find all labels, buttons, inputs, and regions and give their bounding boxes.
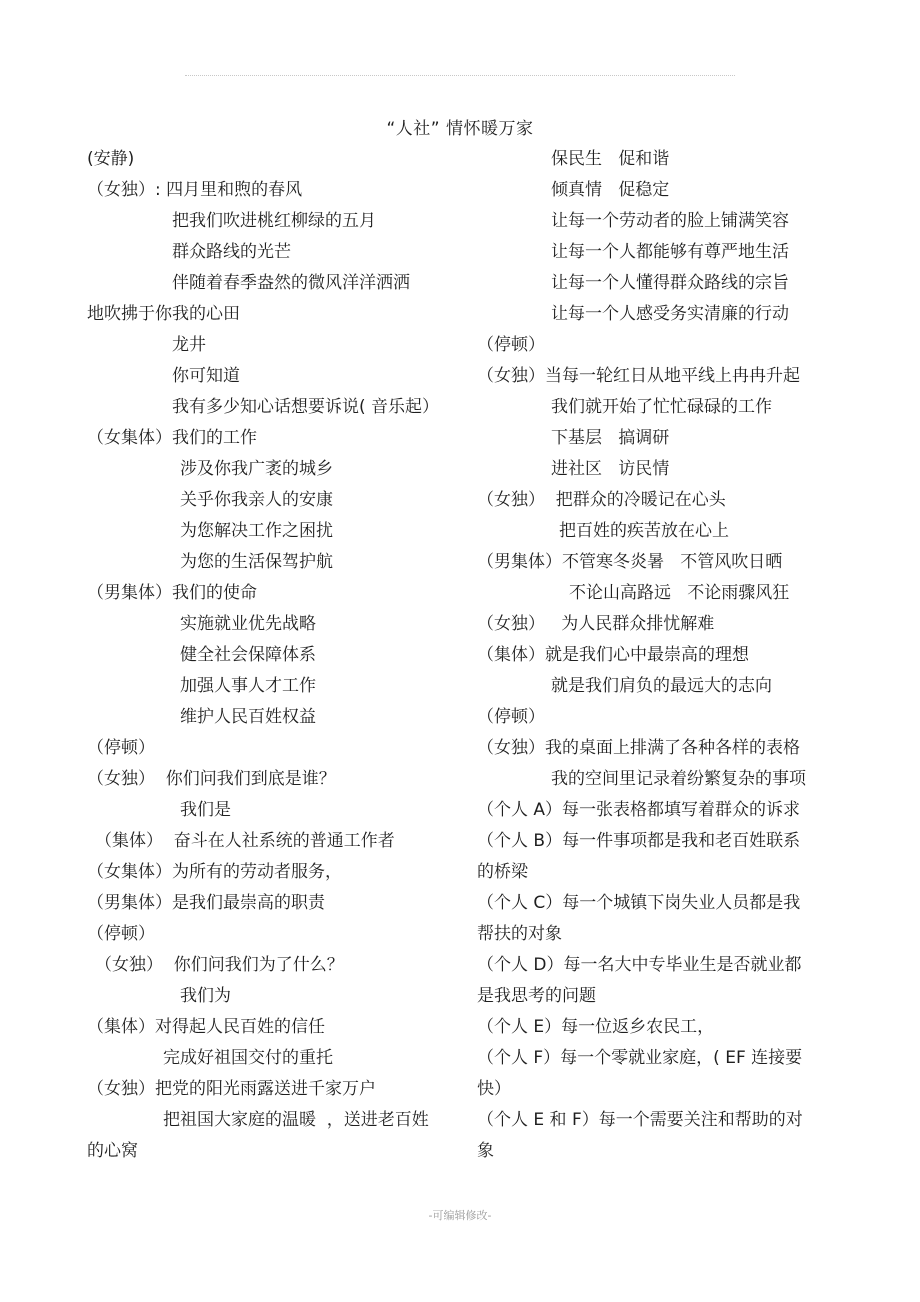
script-line: 是我思考的问题 — [477, 986, 596, 1006]
script-line: （个人 E 和 F）每一个需要关注和帮助的对 — [477, 1110, 803, 1130]
script-line: （个人 E）每一位返乡农民工， — [477, 1017, 715, 1037]
script-line: 让每一个劳动者的脸上铺满笑容 — [551, 211, 789, 231]
script-line: （集体）对得起人民百姓的信任 — [87, 1017, 325, 1037]
script-line: 倾真情 促稳定 — [551, 180, 670, 200]
script-line: 维护人民百姓权益 — [180, 707, 316, 727]
script-line: （个人 D）每一名大中专毕业生是否就业都 — [477, 955, 802, 975]
script-line: 下基层 搞调研 — [551, 428, 670, 448]
script-line: 快） — [477, 1079, 511, 1099]
script-line: 把祖国大家庭的温暖 ，送进老百姓 — [163, 1110, 429, 1130]
script-line: （停顿） — [87, 738, 155, 758]
script-line: 群众路线的光芒 — [172, 242, 291, 262]
script-line: 伴随着春季盎然的微风洋洋洒洒 — [172, 273, 410, 293]
script-line: 加强人事人才工作 — [180, 676, 316, 696]
script-line: （集体）就是我们心中最崇高的理想 — [477, 645, 749, 665]
script-line: （女独）: 四月里和煦的春风 — [87, 180, 303, 200]
document-title: “人社” 情怀暖万家 — [386, 119, 534, 139]
script-line: 健全社会保障体系 — [180, 645, 316, 665]
script-line: 让每一个人懂得群众路线的宗旨 — [551, 273, 789, 293]
script-line: 的心窝 — [87, 1141, 138, 1161]
right-column — [477, 144, 847, 1167]
script-line: 为您的生活保驾护航 — [180, 552, 333, 572]
script-line: 涉及你我广袤的城乡 — [180, 459, 333, 479]
script-line: 帮扶的对象 — [477, 924, 562, 944]
script-line: （女独）当每一轮红日从地平线上冉冉升起 — [477, 366, 800, 386]
header-rule — [185, 75, 735, 76]
script-line: （男集体）我们的使命 — [87, 583, 257, 603]
script-line: （停顿） — [477, 335, 545, 355]
script-line: 保民生 促和谐 — [551, 149, 670, 169]
script-line: 我有多少知心话想要诉说( 音乐起） — [172, 397, 440, 417]
script-line: 完成好祖国交付的重托 — [163, 1048, 333, 1068]
script-line: (安静) — [87, 149, 135, 169]
script-line: （女集体）我们的工作 — [87, 428, 257, 448]
left-column — [87, 144, 457, 1167]
script-line: 不论山高路远 不论雨骤风狂 — [569, 583, 790, 603]
script-line: （个人 C）每一个城镇下岗失业人员都是我 — [477, 893, 801, 913]
script-line: 为您解决工作之困扰 — [180, 521, 333, 541]
script-line: 我们就开始了忙忙碌碌的工作 — [551, 397, 772, 417]
script-line: 让每一个人感受务实清廉的行动 — [551, 304, 789, 324]
script-line: （个人 F）每一个零就业家庭，( EF 连接要 — [477, 1048, 803, 1068]
script-line: （男集体）不管寒冬炎暑 不管风吹日晒 — [477, 552, 783, 572]
script-line: （女独） 你们问我们为了什么？ — [95, 955, 344, 975]
script-line: （女独） 把群众的冷暖记在心头 — [477, 490, 726, 510]
script-line: 关乎你我亲人的安康 — [180, 490, 333, 510]
script-line: （女独） 你们问我们到底是谁？ — [87, 769, 336, 789]
script-line: 的桥梁 — [477, 862, 528, 882]
script-line: 龙井 — [172, 335, 206, 355]
script-line: 我的空间里记录着纷繁复杂的事项 — [551, 769, 806, 789]
script-line: 我们是 — [180, 800, 231, 820]
script-line: （女集体）为所有的劳动者服务， — [87, 862, 342, 882]
script-line: （女独）我的桌面上排满了各种各样的表格 — [477, 738, 800, 758]
script-line: （男集体）是我们最崇高的职责 — [87, 893, 325, 913]
script-line: 把百姓的疾苦放在心上 — [559, 521, 729, 541]
script-line: （个人 B）每一件事项都是我和老百姓联系 — [477, 831, 801, 851]
script-line: 你可知道 — [172, 366, 240, 386]
script-line: （停顿） — [477, 707, 545, 727]
script-line: （停顿） — [87, 924, 155, 944]
page-footer: -可编辑修改- — [428, 1209, 492, 1222]
script-line: 进社区 访民情 — [551, 459, 670, 479]
script-line: 地吹拂于你我的心田 — [87, 304, 240, 324]
script-line: （女独） 为人民群众排忧解难 — [477, 614, 715, 634]
script-line: 实施就业优先战略 — [180, 614, 316, 634]
script-line: 我们为 — [180, 986, 231, 1006]
script-line: （个人 A）每一张表格都填写着群众的诉求 — [477, 800, 801, 820]
script-line: 就是我们肩负的最远大的志向 — [551, 676, 772, 696]
script-line: （集体） 奋斗在人社系统的普通工作者 — [95, 831, 395, 851]
script-line: 让每一个人都能够有尊严地生活 — [551, 242, 789, 262]
script-line: 把我们吹进桃红柳绿的五月 — [172, 211, 376, 231]
script-line: （女独）把党的阳光雨露送进千家万户 — [87, 1079, 376, 1099]
script-line: 象 — [477, 1141, 494, 1161]
